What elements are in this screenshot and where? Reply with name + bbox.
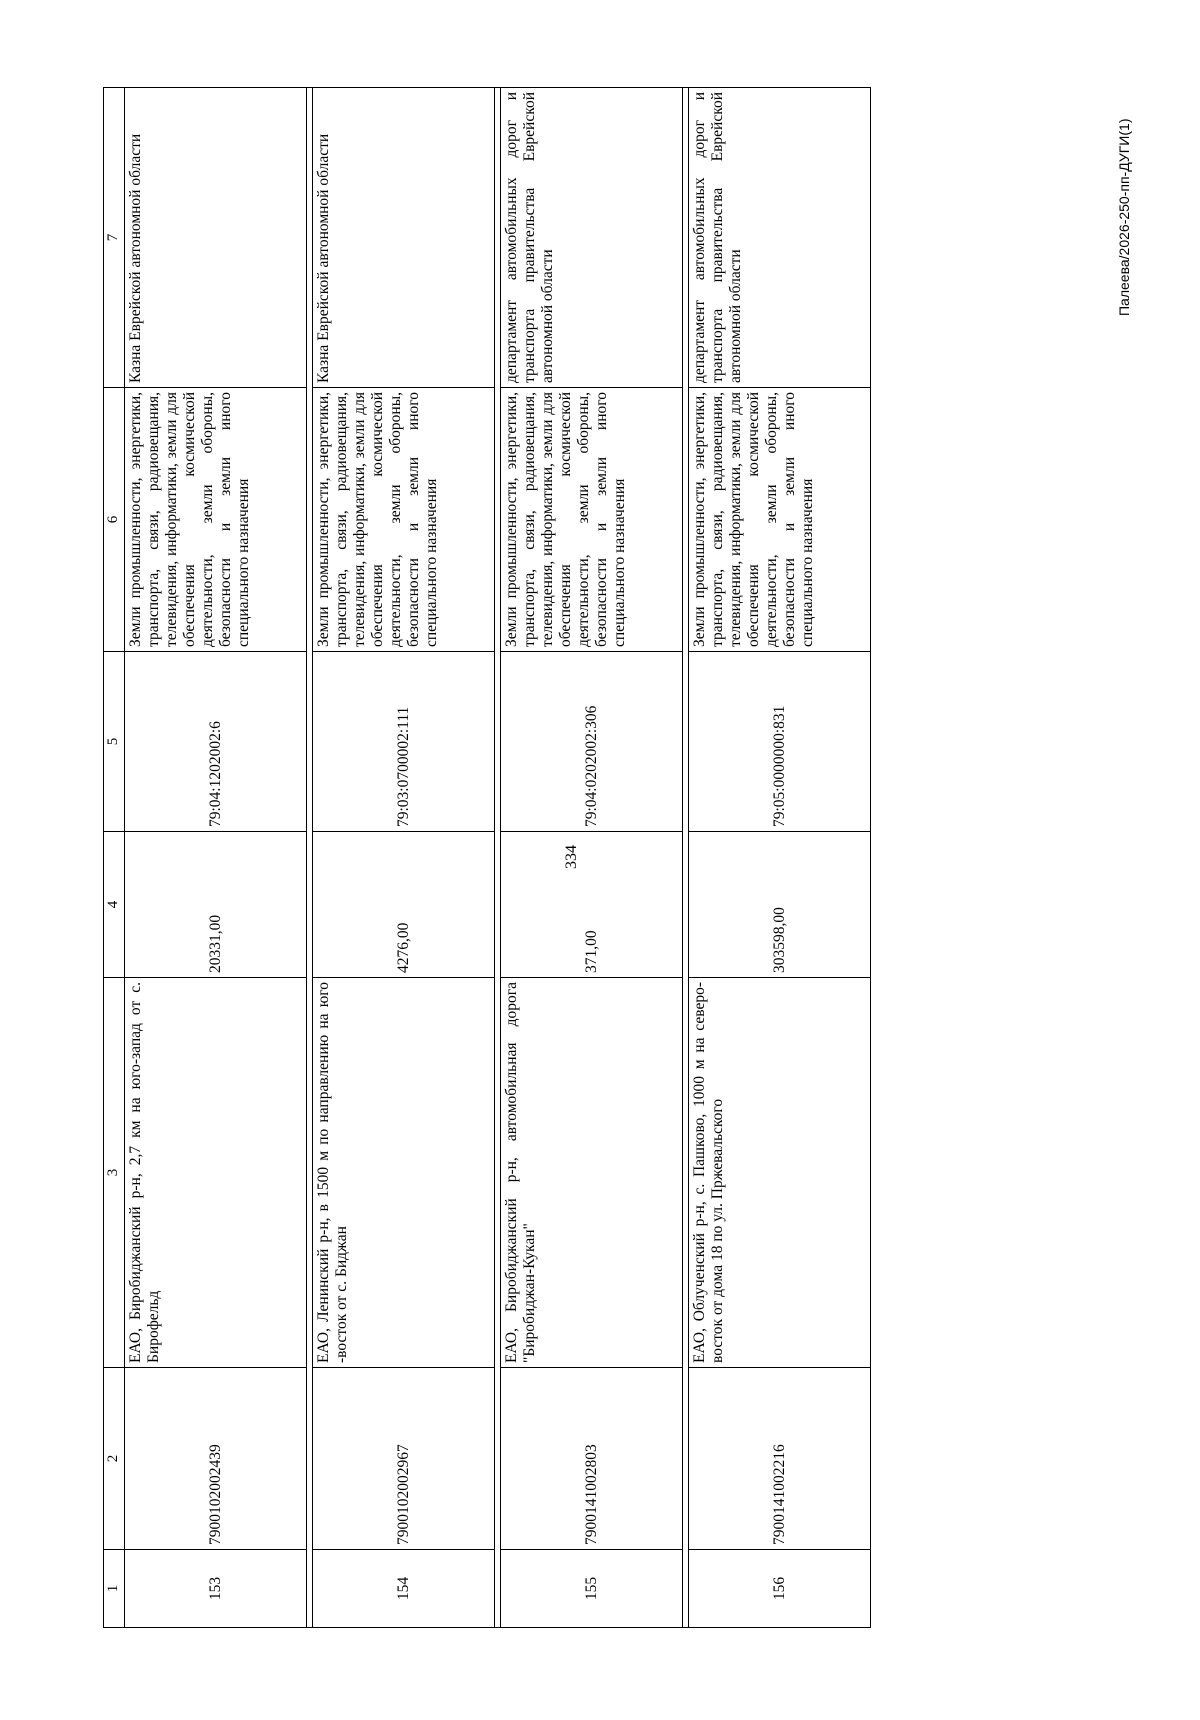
location-cell: ЕАО, Биробиджанский р-н, 2,7 км на юго-запад от с. Бирофельд <box>125 978 307 1368</box>
table-row <box>689 88 871 1628</box>
data-table <box>103 87 871 1628</box>
owner-cell: Казна Еврейской автономной области <box>125 88 307 388</box>
area-cell: 20331,00 <box>125 832 307 978</box>
row-number: 154 <box>313 1550 495 1628</box>
column-header: 1 <box>104 1550 125 1628</box>
land-category: Земли промышленности, энергетики, транспорта, связи, радиовещания, телевидения, информатики, земли для обеспечения космической деятельности, земли обороны, безопасности и земли иного специального назначения <box>313 388 495 652</box>
column-header: 7 <box>104 88 125 388</box>
row-number: 156 <box>689 1550 871 1628</box>
location-cell: ЕАО, Облученский р-н, с. Пашково, 1000 м на северо- восток от дома 18 по ул. Пржевальского <box>689 978 871 1368</box>
page-number: 334 <box>563 845 580 869</box>
location-cell: ЕАО, Биробиджанский р-н, автомобильная дорога "Биробиджан-Кукан" <box>501 978 683 1368</box>
column-header: 6 <box>104 388 125 652</box>
row-number: 153 <box>125 1550 307 1628</box>
location-cell: ЕАО, Ленинский р-н, в 1500 м по направлению на юго -восток от с. Биджан <box>313 978 495 1368</box>
column-header: 2 <box>104 1368 125 1550</box>
owner-cell: департамент автомобильных дорог и транспорта правительства Еврейской автономной области <box>501 88 683 388</box>
owner-cell: Казна Еврейской автономной области <box>313 88 495 388</box>
table-header-row <box>104 88 125 1628</box>
land-category: Земли промышленности, энергетики, транспорта, связи, радиовещания, телевидения, информатики, земли для обеспечения космической деятельности, земли обороны, безопасности и земли иного специального назначения <box>689 388 871 652</box>
cadastral-number: 79:03:0700002:111 <box>313 652 495 832</box>
registry-number: 7900141002803 <box>501 1368 683 1550</box>
registry-number: 7900102002967 <box>313 1368 495 1550</box>
table-row <box>313 88 495 1628</box>
cadastral-number: 79:05:0000000:831 <box>689 652 871 832</box>
land-category: Земли промышленности, энергетики, транспорта, связи, радиовещания, телевидения, информатики, земли для обеспечения космической деятельности, земли обороны, безопасности и земли иного специального назначения <box>125 388 307 652</box>
land-plots-table <box>103 88 908 1628</box>
cadastral-number: 79:04:0202002:306 <box>501 652 683 832</box>
column-header: 4 <box>104 832 125 978</box>
column-header: 5 <box>104 652 125 832</box>
area-cell: 4276,00 <box>313 832 495 978</box>
table-row <box>125 88 307 1628</box>
area-cell: 303598,00 <box>689 832 871 978</box>
land-category: Земли промышленности, энергетики, транспорта, связи, радиовещания, телевидения, информатики, земли для обеспечения космической деятельности, земли обороны, безопасности и земли иного специального назначения <box>501 388 683 652</box>
table-row <box>501 88 683 1628</box>
owner-cell: департамент автомобильных дорог и транспорта правительства Еврейской автономной области <box>689 88 871 388</box>
column-header: 3 <box>104 978 125 1368</box>
registry-number: 7900141002216 <box>689 1368 871 1550</box>
cadastral-number: 79:04:1202002:6 <box>125 652 307 832</box>
registry-number: 7900102002439 <box>125 1368 307 1550</box>
row-number: 155 <box>501 1550 683 1628</box>
area-cell: 371,00 <box>501 832 683 978</box>
document-footer: Палеева/2026-250-пп-ДУГИ(1) <box>1116 118 1132 316</box>
